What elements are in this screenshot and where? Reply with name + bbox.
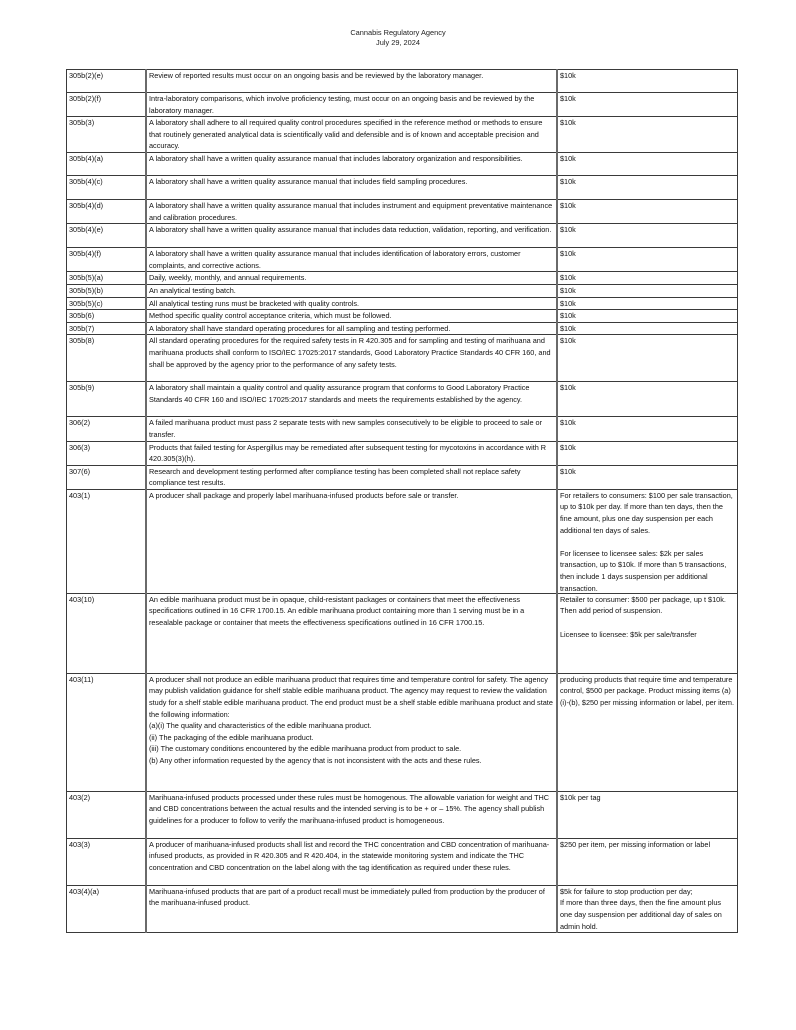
table-row — [67, 673, 738, 791]
table-row — [67, 489, 738, 593]
requirement-text: A producer shall not produce an edible marihuana product that requires time and temperature control for safety. The agency may publish validation guidance for shelf stable edible marihuana product. The agency may request to review the validation study for a shelf stable edible marihuana product. The end product must be a shelf stable edible marihuana product and state the following information: — [149, 674, 553, 719]
table-row — [67, 417, 738, 441]
table-row — [67, 224, 738, 248]
table-row — [67, 885, 738, 932]
requirement-cell — [146, 673, 557, 791]
requirement-cell: Marihuana-infused products processed under these rules must be homogenous. The allowable variation for weight and THC and CBD concentrations between the actual results and the intended serving is to be + or – 15%. The agency shall publish guidelines for a producer to follow to verify the marihuana-infused product is homogeneous. — [146, 791, 557, 838]
requirement-cell: Marihuana-infused products that are part of a product recall must be immediately pulled from production by the producer of the marihuana-infused product. — [146, 885, 557, 932]
rule-cell: 305b(6) — [67, 310, 147, 323]
requirement-cell: A laboratory shall have a written quality assurance manual that includes instrument and equipment preventative maintenance and calibration procedures. — [146, 199, 557, 223]
table-row — [67, 382, 738, 417]
fine-cell — [557, 489, 738, 593]
requirement-cell: Intra-laboratory comparisons, which involve proficiency testing, must occur on an ongoing basis and be reviewed by the laboratory manager. — [146, 93, 557, 117]
rule-cell: 305b(4)(d) — [67, 199, 147, 223]
requirement-cell: A laboratory shall have a written quality assurance manual that includes field sampling procedures. — [146, 175, 557, 199]
requirement-cell: Review of reported results must occur on an ongoing basis and be reviewed by the laboratory manager. — [146, 70, 557, 93]
fine-cell: $10k — [557, 297, 738, 310]
fine-cell: $10k — [557, 441, 738, 465]
table-row — [67, 248, 738, 272]
rule-cell: 403(2) — [67, 791, 147, 838]
fine-cell: $10k — [557, 70, 738, 93]
rule-cell: 403(10) — [67, 593, 147, 673]
rule-cell: 305b(2)(f) — [67, 93, 147, 117]
rule-cell: 305b(2)(e) — [67, 70, 147, 93]
rule-cell: 305b(9) — [67, 382, 147, 417]
rule-cell: 403(3) — [67, 838, 147, 885]
requirement-cell: Daily, weekly, monthly, and annual requirements. — [146, 272, 557, 285]
requirement-cell: Products that failed testing for Aspergillus may be remediated after subsequent testing for mycotoxins in accordance with R 420.305(3)(h). — [146, 441, 557, 465]
fine-cell — [557, 885, 738, 932]
requirement-cell: A laboratory shall adhere to all required quality control procedures specified in the reference method or methods to ensure that routinely generated analytical data is scientifically valid and defensible and is of known and acceptable precision and accuracy. — [146, 117, 557, 153]
table-row — [67, 70, 738, 93]
fine-cell: $250 per item, per missing information or label — [557, 838, 738, 885]
rule-cell: 305b(4)(f) — [67, 248, 147, 272]
rule-cell: 305b(4)(e) — [67, 224, 147, 248]
fine-cell: $10k — [557, 199, 738, 223]
rule-cell: 306(3) — [67, 441, 147, 465]
table-row — [67, 322, 738, 335]
requirement-item: (a)(i) The quality and characteristics of the edible marihuana product. — [149, 721, 372, 731]
rule-cell: 305b(4)(c) — [67, 175, 147, 199]
fine-cell: $10k — [557, 310, 738, 323]
fine-licensee-text: For licensee to licensee sales: $2k per sales transaction, up to $10k. If more than 5 transactions, then include 1 days suspension per additional transaction. — [560, 548, 727, 593]
requirement-cell: Research and development testing performed after compliance testing has been completed shall not replace safety compliance test results. — [146, 465, 557, 489]
table-row — [67, 465, 738, 489]
table-row — [67, 593, 738, 673]
requirement-cell: A producer shall package and properly label marihuana-infused products before sale or transfer. — [146, 489, 557, 593]
fine-cell: $10k — [557, 117, 738, 153]
fine-cell: $10k per tag — [557, 791, 738, 838]
fine-cell: $10k — [557, 152, 738, 175]
agency-name: Cannabis Regulatory Agency — [350, 28, 446, 37]
table-row — [67, 284, 738, 297]
rule-cell: 305b(5)(a) — [67, 272, 147, 285]
fine-retail-text: Retailer to consumer: $500 per package, up t $10k. Then add period of suspension. — [560, 594, 726, 616]
document-date: July 29, 2024 — [376, 38, 420, 47]
fine-cell: $10k — [557, 224, 738, 248]
fine-cell: $10k — [557, 284, 738, 297]
rule-cell: 305b(3) — [67, 117, 147, 153]
rule-cell: 305b(8) — [67, 335, 147, 382]
fine-cell: $10k — [557, 93, 738, 117]
page-header — [0, 28, 796, 48]
requirement-item: (b) Any other information requested by the agency that is not inconsistent with the acts and these rules. — [149, 756, 482, 766]
rule-cell: 305b(5)(c) — [67, 297, 147, 310]
fine-daily-text: $5k for failure to stop production per day; — [560, 886, 693, 896]
fine-cell: $10k — [557, 335, 738, 382]
table-row — [67, 310, 738, 323]
requirement-cell: Method specific quality control acceptance criteria, which must be followed. — [146, 310, 557, 323]
requirement-cell: An edible marihuana product must be in opaque, child-resistant packages or containers that meet the effectiveness specifications outlined in 16 CFR 1700.15. An edible marihuana product containing more than 1 serving must be in a resealable package or container that meets the effectiveness specifications outlined in 16 CFR 1700.15. — [146, 593, 557, 673]
fine-retail-text: For retailers to consumers: $100 per sale transaction, up to $10k per day. If more than ten days, then the fine amount, plus one day suspension per each additional ten days of sales. — [560, 490, 733, 535]
table-row — [67, 175, 738, 199]
table-row — [67, 199, 738, 223]
fine-cell: $10k — [557, 465, 738, 489]
requirement-cell: A laboratory shall have a written quality assurance manual that includes laboratory organization and responsibilities. — [146, 152, 557, 175]
table-row — [67, 791, 738, 838]
fine-cell: producing products that require time and temperature control, $500 per package. Product missing items (a)(i)-(b), $250 per missing information or label, per item. — [557, 673, 738, 791]
fine-licensee-text: Licensee to licensee: $5k per sale/transfer — [560, 629, 697, 639]
fine-cell — [557, 593, 738, 673]
fine-cell: $10k — [557, 272, 738, 285]
requirement-cell: A producer of marihuana-infused products shall list and record the THC concentration and CBD concentration of marihuana-infused products, as provided in R 420.305 and R 420.404, in the statewide monitoring system and indicate the THC concentration and CBD concentration on the label along with the tag identification as required under these rules. — [146, 838, 557, 885]
requirement-cell: All standard operating procedures for the required safety tests in R 420.305 and for sampling and testing of marihuana and marihuana products shall conform to ISO/IEC 17025:2017 standards, Good Laboratory Practice Standards 40 CFR 160, and shall be approved by the agency prior to the performance of any safety tests. — [146, 335, 557, 382]
requirement-item: (ii) The packaging of the edible marihuana product. — [149, 732, 314, 742]
regulation-table — [66, 69, 738, 933]
requirement-cell: An analytical testing batch. — [146, 284, 557, 297]
table-row — [67, 272, 738, 285]
fine-cell: $10k — [557, 417, 738, 441]
requirement-cell: A failed marihuana product must pass 2 separate tests with new samples consecutively to be eligible to proceed to sale or transfer. — [146, 417, 557, 441]
rule-cell: 403(1) — [67, 489, 147, 593]
requirement-cell: A laboratory shall have a written quality assurance manual that includes identification of laboratory errors, customer complaints, and corrective actions. — [146, 248, 557, 272]
rule-cell: 305b(7) — [67, 322, 147, 335]
fine-cell: $10k — [557, 248, 738, 272]
fine-cell: $10k — [557, 175, 738, 199]
requirement-cell: All analytical testing runs must be bracketed with quality controls. — [146, 297, 557, 310]
rule-cell: 306(2) — [67, 417, 147, 441]
rule-cell: 403(11) — [67, 673, 147, 791]
requirement-cell: A laboratory shall have standard operating procedures for all sampling and testing performed. — [146, 322, 557, 335]
requirement-item: (iii) The customary conditions encountered by the edible marihuana product from product to sale. — [149, 744, 462, 754]
table-row — [67, 838, 738, 885]
table-row — [67, 335, 738, 382]
requirement-cell: A laboratory shall maintain a quality control and quality assurance program that conforms to Good Laboratory Practice Standards 40 CFR 160 and ISO/IEC 17025:2017 standards and meets the requirements established by the agency. — [146, 382, 557, 417]
table-row — [67, 117, 738, 153]
fine-suspension-text: If more than three days, then the fine amount plus one day suspension per additional day of sales on admin hold. — [560, 898, 722, 931]
rule-cell: 307(6) — [67, 465, 147, 489]
requirement-cell: A laboratory shall have a written quality assurance manual that includes data reduction, validation, reporting, and verification. — [146, 224, 557, 248]
table-row — [67, 152, 738, 175]
rule-cell: 305b(4)(a) — [67, 152, 147, 175]
table-row — [67, 441, 738, 465]
rule-cell: 305b(5)(b) — [67, 284, 147, 297]
fine-cell: $10k — [557, 322, 738, 335]
fine-cell: $10k — [557, 382, 738, 417]
rule-cell: 403(4)(a) — [67, 885, 147, 932]
table-row — [67, 93, 738, 117]
table-row — [67, 297, 738, 310]
